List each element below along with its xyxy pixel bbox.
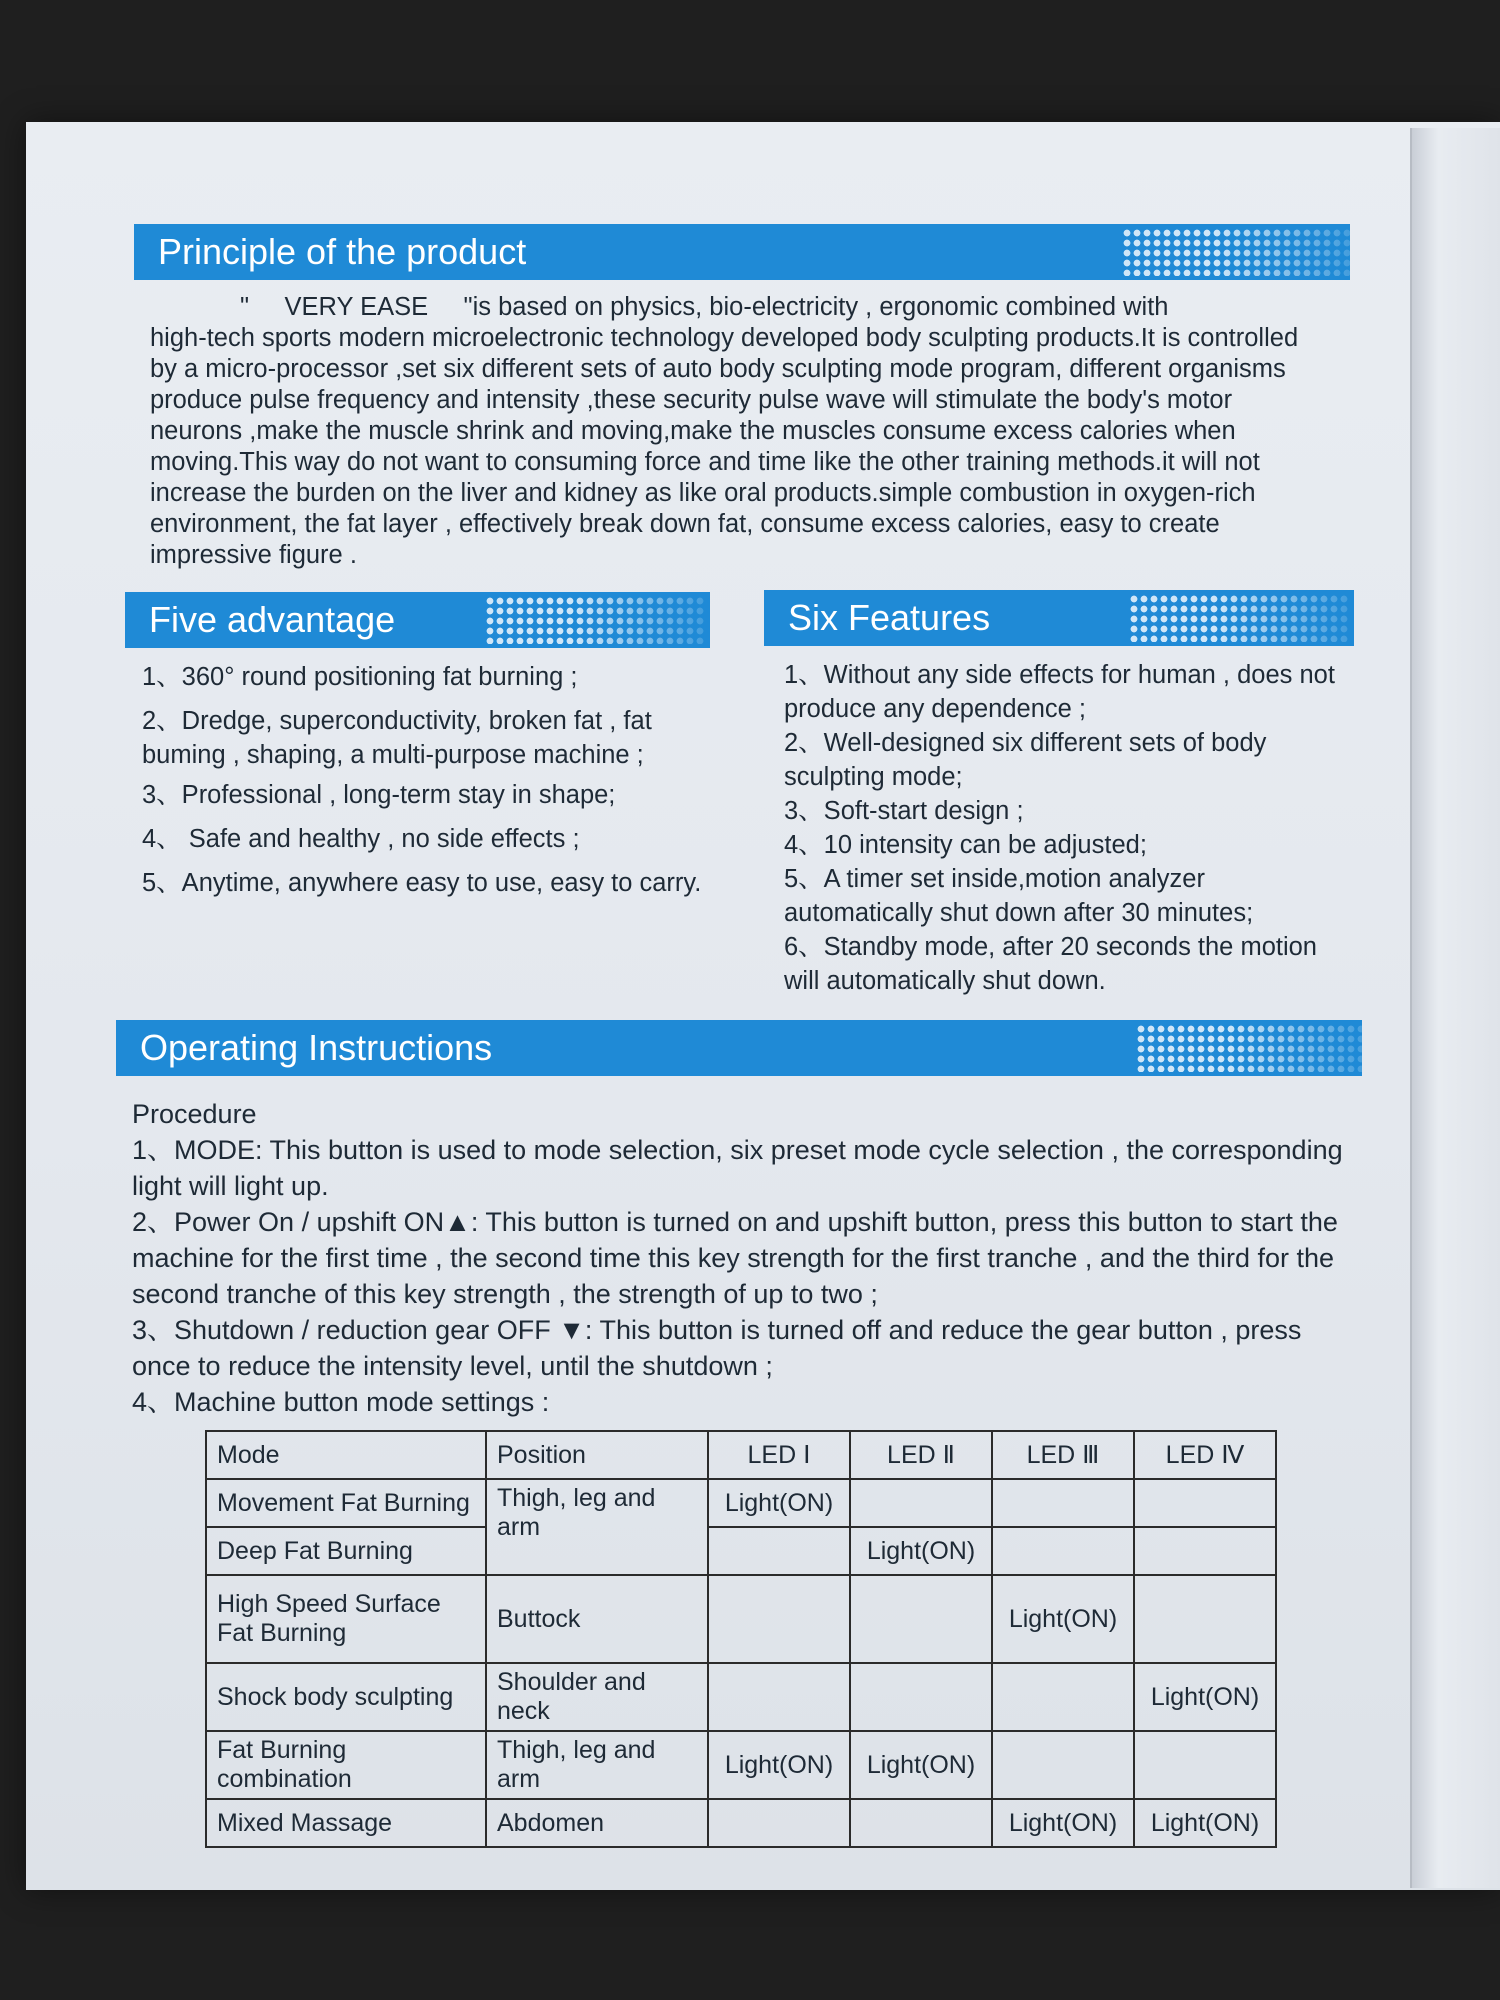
list-item: 6、Standby mode, after 20 seconds the motion will automatically shut down. xyxy=(784,933,1317,995)
led-cell xyxy=(1134,1479,1276,1527)
header-cell: Position xyxy=(486,1431,708,1479)
header-cell: LED Ⅰ xyxy=(708,1431,850,1479)
list-item: 5、A timer set inside,motion analyzer automatically shut down after 30 minutes; xyxy=(784,865,1254,927)
list-item: 4、10 intensity can be adjusted; xyxy=(784,831,1147,859)
principle-banner xyxy=(134,224,1350,280)
led-cell: Light(ON) xyxy=(1134,1663,1276,1731)
led-cell: Light(ON) xyxy=(992,1575,1134,1663)
led-cell xyxy=(992,1663,1134,1731)
led-cell xyxy=(992,1479,1134,1527)
list-item: 3、Soft-start design ; xyxy=(784,797,1024,825)
header-cell: LED Ⅳ xyxy=(1134,1431,1276,1479)
advantages-banner xyxy=(125,592,710,648)
led-cell xyxy=(708,1575,850,1663)
led-cell: Light(ON) xyxy=(850,1527,992,1575)
list-item: 2、Dredge, superconductivity, broken fat , fat buming , shaping, a multi-purpose machine ; xyxy=(142,707,652,769)
led-cell xyxy=(992,1731,1134,1799)
instructions-heading: Operating Instructions xyxy=(140,1027,493,1068)
list-item: 2、Well-designed six different sets of body sculpting mode; xyxy=(784,729,1267,791)
mode-cell: Shock body sculpting xyxy=(206,1663,486,1731)
table-header-row xyxy=(206,1431,1276,1479)
next-page-edge xyxy=(1410,128,1500,1888)
led-cell: Light(ON) xyxy=(850,1731,992,1799)
dot-pattern-decoration xyxy=(1129,594,1349,642)
instruction-step: 1、MODE: This button is used to mode selection, six preset mode cycle selection , the corresponding light will light up. xyxy=(132,1135,1343,1201)
list-item: 3、Professional , long-term stay in shape; xyxy=(142,781,616,809)
table-row xyxy=(206,1799,1276,1847)
position-cell: Thigh, leg and arm xyxy=(486,1479,708,1575)
led-cell: Light(ON) xyxy=(708,1731,850,1799)
mode-cell: Movement Fat Burning xyxy=(206,1479,486,1527)
led-cell xyxy=(1134,1575,1276,1663)
led-cell xyxy=(850,1799,992,1847)
advantages-list xyxy=(142,660,712,910)
table-row xyxy=(206,1731,1276,1799)
dot-pattern-decoration xyxy=(1136,1024,1366,1072)
led-cell xyxy=(708,1799,850,1847)
header-cell: LED Ⅱ xyxy=(850,1431,992,1479)
position-cell: Abdomen xyxy=(486,1799,708,1847)
led-cell xyxy=(1134,1731,1276,1799)
dot-pattern-decoration xyxy=(1122,228,1352,276)
mode-cell: Deep Fat Burning xyxy=(206,1527,486,1575)
table-row xyxy=(206,1479,1276,1527)
led-cell xyxy=(708,1527,850,1575)
led-cell xyxy=(850,1663,992,1731)
instructions-text xyxy=(132,1096,1352,1420)
header-cell: Mode xyxy=(206,1431,486,1479)
principle-lead: " VERY EASE "is based on physics, bio-electricity , ergonomic combined with xyxy=(240,293,1169,321)
mode-cell: Mixed Massage xyxy=(206,1799,486,1847)
position-cell: Buttock xyxy=(486,1575,708,1663)
table-row xyxy=(206,1663,1276,1731)
led-cell xyxy=(850,1575,992,1663)
header-cell: LED Ⅲ xyxy=(992,1431,1134,1479)
list-item: 4、 Safe and healthy , no side effects ; xyxy=(142,825,580,853)
principle-body: high-tech sports modern microelectronic technology developed body sculpting products.It is controlled by a micro-processor ,set six different sets of auto body sculpting mode program, different organisms produce pulse frequency and intensity ,these security pulse wave will stimulate the body's motor neurons ,make the muscle shrink and moving,make the muscles consume excess calories when moving.This way do not want to consuming force and time like the other training methods.it will not increase the burden on the liver and kidney as like oral products.simple combustion in oxygen-rich environment, the fat layer , effectively break down fat, consume excess calories, easy to create impressive figure . xyxy=(150,324,1299,569)
mode-cell: High Speed Surface Fat Burning xyxy=(206,1575,486,1663)
led-cell xyxy=(850,1479,992,1527)
led-cell: Light(ON) xyxy=(708,1479,850,1527)
advantages-heading: Five advantage xyxy=(149,599,396,640)
instruction-step: 3、Shutdown / reduction gear OFF ▼: This button is turned off and reduce the gear button , press once to reduce the intensity level, until the shutdown ; xyxy=(132,1315,1302,1381)
table-row xyxy=(206,1527,1276,1575)
principle-text xyxy=(150,292,1330,571)
instructions-banner xyxy=(116,1020,1362,1076)
features-heading: Six Features xyxy=(788,597,991,638)
dot-pattern-decoration xyxy=(485,596,705,644)
instruction-step: 2、Power On / upshift ON▲: This button is turned on and upshift button, press this button to start the machine for the first time , the second time this key strength for the first tranche , and the third for the second tranche of this key strength , the strength of up to two ; xyxy=(132,1207,1338,1309)
led-cell: Light(ON) xyxy=(1134,1799,1276,1847)
led-cell xyxy=(1134,1527,1276,1575)
procedure-label: Procedure xyxy=(132,1099,257,1129)
position-cell: Thigh, leg and arm xyxy=(486,1731,708,1799)
list-item: 1、Without any side effects for human , does not produce any dependence ; xyxy=(784,661,1335,723)
led-cell xyxy=(992,1527,1134,1575)
instruction-step: 4、Machine button mode settings : xyxy=(132,1387,550,1417)
mode-settings-table xyxy=(205,1430,1277,1848)
table-row xyxy=(206,1575,1276,1663)
features-list xyxy=(784,658,1344,998)
position-cell: Shoulder and neck xyxy=(486,1663,708,1731)
features-banner xyxy=(764,590,1354,646)
led-cell xyxy=(708,1663,850,1731)
led-cell: Light(ON) xyxy=(992,1799,1134,1847)
list-item: 1、360° round positioning fat burning ; xyxy=(142,663,578,691)
list-item: 5、Anytime, anywhere easy to use, easy to carry. xyxy=(142,869,702,897)
principle-heading: Principle of the product xyxy=(158,231,527,272)
mode-cell: Fat Burning combination xyxy=(206,1731,486,1799)
